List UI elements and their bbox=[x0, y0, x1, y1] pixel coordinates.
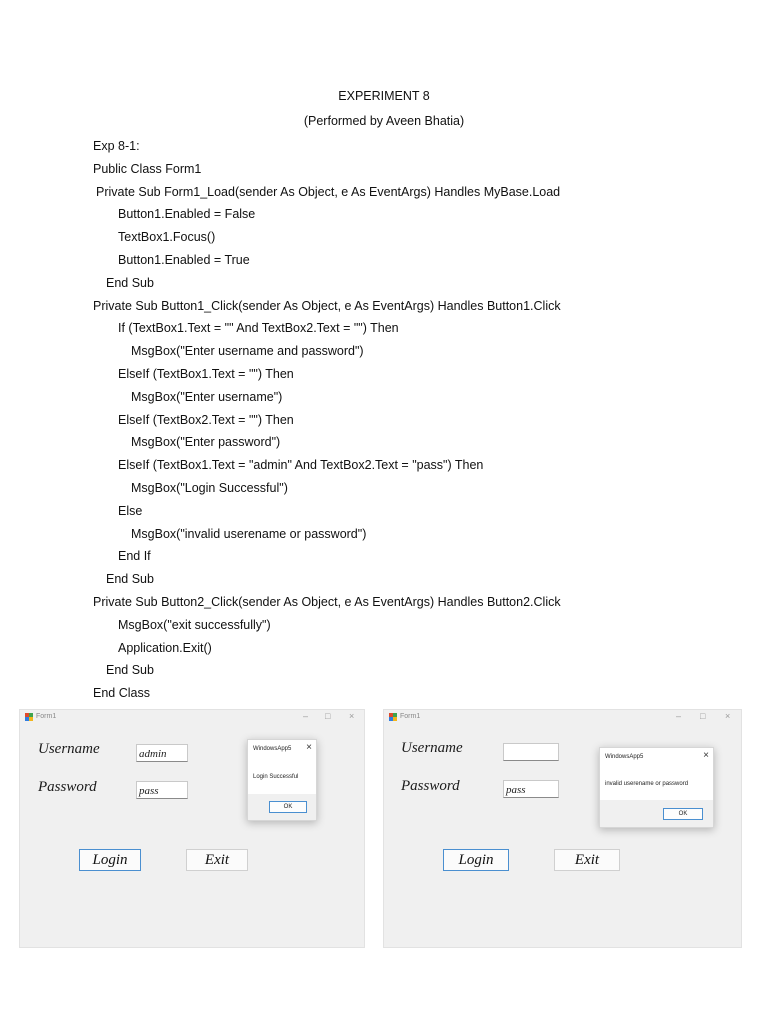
form-window-success bbox=[19, 709, 365, 948]
code-listing bbox=[93, 135, 561, 705]
maximize-icon[interactable]: □ bbox=[325, 711, 331, 721]
code-line: End If bbox=[118, 549, 151, 564]
code-line: MsgBox("Enter password") bbox=[131, 435, 281, 450]
minimize-icon[interactable]: – bbox=[303, 711, 309, 721]
maximize-icon[interactable]: □ bbox=[700, 711, 706, 721]
page-title: EXPERIMENT 8 bbox=[338, 89, 430, 103]
code-line: Private Sub Form1_Load(sender As Object, e As EventArgs) Handles MyBase.Load bbox=[96, 184, 561, 199]
code-line: ElseIf (TextBox2.Text = "") Then bbox=[118, 412, 294, 427]
message-box-title: WindowsApp5 bbox=[253, 746, 292, 752]
code-line: MsgBox("Enter username and password") bbox=[131, 344, 364, 359]
password-input[interactable]: pass bbox=[136, 781, 188, 799]
message-box-header bbox=[248, 740, 316, 756]
minimize-icon[interactable]: – bbox=[676, 711, 682, 721]
message-text: invalid userename or password bbox=[605, 781, 689, 787]
code-line: End Sub bbox=[106, 572, 154, 587]
message-box-footer bbox=[600, 800, 713, 827]
code-line: Private Sub Button1_Click(sender As Object, e As EventArgs) Handles Button1.Click bbox=[93, 298, 561, 313]
window-title: Form1 bbox=[36, 713, 57, 720]
message-box-header bbox=[600, 748, 713, 764]
code-line: Exp 8-1: bbox=[93, 139, 140, 153]
login-button[interactable]: Login bbox=[443, 849, 509, 871]
code-line: MsgBox("exit successfully") bbox=[118, 617, 271, 632]
window-title: Form1 bbox=[400, 713, 421, 720]
code-line: End Sub bbox=[106, 663, 154, 678]
close-icon[interactable]: × bbox=[306, 742, 312, 753]
code-line: ElseIf (TextBox1.Text = "admin" And TextBox2.Text = "pass") Then bbox=[118, 458, 484, 473]
password-input[interactable]: pass bbox=[503, 780, 559, 798]
window-titlebar bbox=[20, 710, 364, 726]
page-subtitle: (Performed by Aveen Bhatia) bbox=[303, 114, 465, 128]
app-icon bbox=[25, 713, 33, 721]
code-line: MsgBox("invalid userename or password") bbox=[131, 526, 367, 541]
password-label: Password bbox=[401, 778, 460, 794]
exit-button[interactable]: Exit bbox=[554, 849, 620, 871]
ok-button[interactable]: OK bbox=[663, 808, 703, 820]
code-line: If (TextBox1.Text = "" And TextBox2.Text = "") Then bbox=[118, 321, 399, 336]
window-titlebar bbox=[384, 710, 741, 726]
message-box bbox=[247, 739, 317, 821]
code-line: ElseIf (TextBox1.Text = "") Then bbox=[118, 366, 294, 381]
close-icon[interactable]: × bbox=[725, 711, 731, 721]
username-input[interactable]: admin bbox=[136, 744, 188, 762]
exit-button[interactable]: Exit bbox=[186, 849, 248, 871]
message-text: Login Successful bbox=[253, 774, 299, 780]
message-box bbox=[599, 747, 714, 828]
message-box-title: WindowsApp5 bbox=[605, 754, 644, 760]
app-icon bbox=[389, 713, 397, 721]
username-label: Username bbox=[38, 741, 100, 757]
login-button[interactable]: Login bbox=[79, 849, 141, 871]
code-line: TextBox1.Focus() bbox=[118, 230, 216, 245]
form-window-invalid bbox=[383, 709, 742, 948]
code-line: MsgBox("Enter username") bbox=[131, 389, 283, 404]
username-input[interactable] bbox=[503, 743, 559, 761]
ok-button[interactable]: OK bbox=[269, 801, 307, 813]
code-line: End Sub bbox=[106, 275, 154, 290]
code-line: Application.Exit() bbox=[118, 640, 212, 655]
code-line: Private Sub Button2_Click(sender As Object, e As EventArgs) Handles Button2.Click bbox=[93, 594, 561, 609]
close-icon[interactable]: × bbox=[349, 711, 355, 721]
message-box-footer bbox=[248, 794, 316, 820]
code-line: Public Class Form1 bbox=[93, 161, 202, 176]
password-label: Password bbox=[38, 779, 97, 795]
close-icon[interactable]: × bbox=[703, 750, 709, 761]
code-line: Button1.Enabled = True bbox=[118, 252, 250, 267]
code-line: Button1.Enabled = False bbox=[118, 207, 256, 222]
code-line: MsgBox("Login Successful") bbox=[131, 480, 288, 495]
code-line: Else bbox=[118, 503, 143, 518]
code-line: End Class bbox=[93, 686, 150, 701]
username-label: Username bbox=[401, 740, 463, 756]
